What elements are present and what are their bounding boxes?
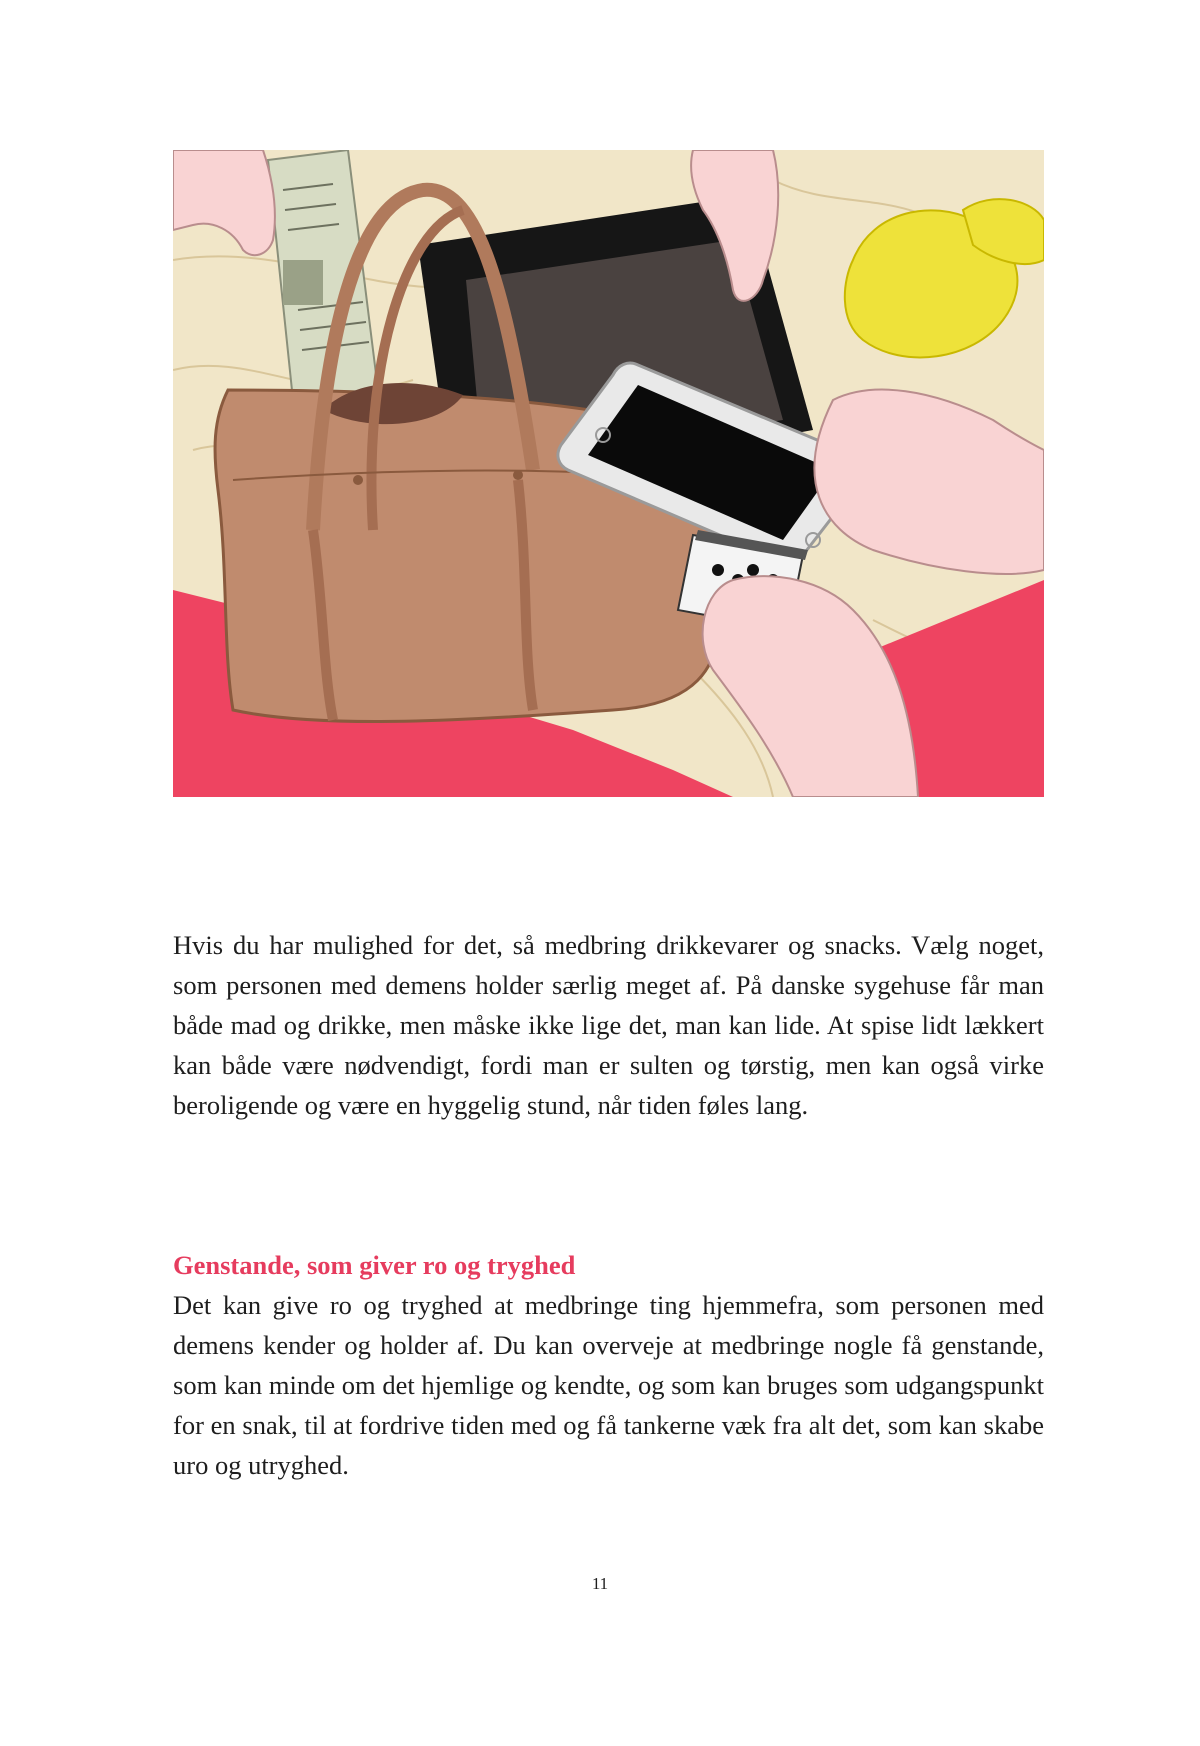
illustration [173,150,1044,797]
page-number: 11 [591,1574,609,1593]
intro-paragraph: Hvis du har mulighed for det, så medbring drikkevarer og snacks. Vælg noget, som personen med demens holder særlig meget af. På danske sygehuse får man både mad og drikke, men måske ikke lige det, man kan lide. At spise lidt lækkert kan både være nødvendigt, fordi man er sulten og tørstig, men kan også virke beroligende og være en hyggelig stund, når tiden føles lang. [173,930,1044,1120]
section-paragraph: Det kan give ro og tryghed at medbringe ting hjemmefra, som personen med demens kender og holder af. Du kan overveje at medbringe nogle få genstande, som kan minde om det hjemlige og kendte, og som kan bruges som udgangspunkt for en snak, til at fordrive tiden med og få tankerne væk fra alt det, som kan skabe uro og utryghed. [173,1290,1044,1480]
section-heading: Genstande, som giver ro og tryghed [173,1250,576,1280]
